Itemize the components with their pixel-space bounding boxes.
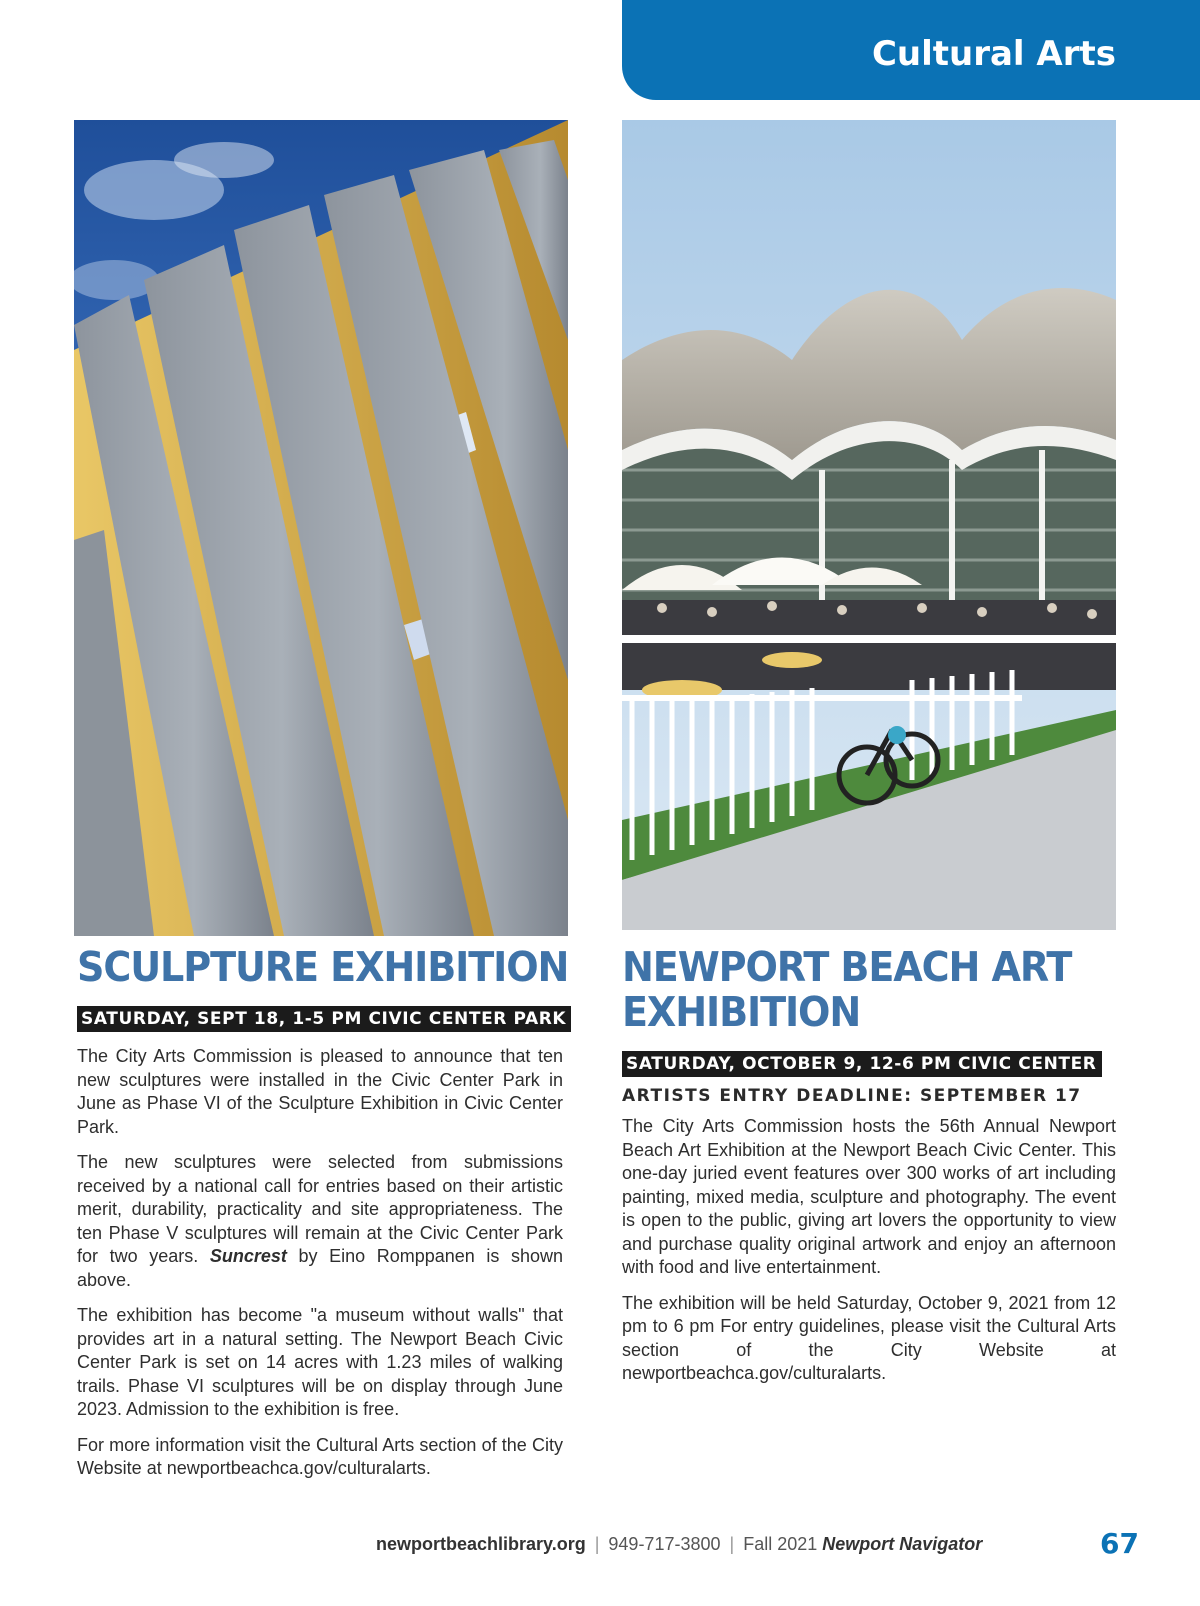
section-title: Cultural Arts	[871, 34, 1116, 74]
sculpture-paragraph-4: For more information visit the Cultural Arts section of the City Website at newportbeachca.gov/culturalarts.	[77, 1434, 563, 1478]
sculpture-paragraph-2-tail: by Eino Romppanen is shown above.	[77, 1246, 563, 1290]
art-exhibition-paragraph-2: The exhibition will be held Saturday, October 9, 2021 from 12 pm to 6 pm For entry guidelines, please visit the Cultural Arts section of the City Website at newportbeachca.gov/culturalarts.	[622, 1292, 1116, 1383]
sculpture-paragraph-2	[77, 1151, 563, 1292]
sculpture-photo	[74, 120, 568, 936]
sculpture-paragraph-1: The City Arts Commission is pleased to announce that ten new sculptures were installed in the Civic Center Park in June as Phase VI of the Sculpture Exhibition in Civic Center Park.	[77, 1046, 563, 1137]
footer-season: Fall 2021	[743, 1534, 818, 1554]
sculpture-paragraph-2-text: The new sculptures were selected from submissions received by a national call for entries based on their artistic merit, durability, practicality and site appropriateness. The ten Phase V sculptures will remain at the Civic Center Park for two years.	[77, 1152, 563, 1266]
footer-magazine-name: Newport Navigator	[822, 1534, 983, 1554]
sculpture-exhibition-article	[77, 943, 569, 1493]
page-number: 67	[1100, 1527, 1139, 1560]
artists-entry-deadline: ARTISTS ENTRY DEADLINE: SEPTEMBER 17	[622, 1086, 1082, 1106]
section-header-tab	[622, 0, 1200, 100]
footer-website[interactable]: newportbeachlibrary.org	[376, 1534, 586, 1554]
art-exhibition-heading	[622, 945, 1081, 1035]
art-exhibition-heading-line1: NEWPORT BEACH ART	[622, 943, 1072, 991]
sculpture-heading: SCULPTURE EXHIBITION	[77, 943, 569, 991]
footer-separator: |	[729, 1534, 735, 1554]
art-exhibition-date-bar: SATURDAY, OCTOBER 9, 12-6 PM CIVIC CENTER	[622, 1051, 1102, 1077]
sculpture-title-italic: Suncrest	[209, 1246, 287, 1266]
footer-separator: |	[594, 1534, 600, 1554]
civic-center-photo	[622, 120, 1116, 930]
art-exhibition-paragraph-1: The City Arts Commission hosts the 56th Annual Newport Beach Art Exhibition at the Newport Beach Civic Center. This one-day juried event features over 300 works of art including painting, mixed media, sculpture and photography. The event is open to the public, giving art lovers the opportunity to view and purchase quality original artwork and enjoy an afternoon with food and live entertainment.	[622, 1116, 1116, 1277]
page-footer	[376, 1534, 982, 1555]
art-exhibition-heading-line2: EXHIBITION	[622, 988, 861, 1036]
art-exhibition-article	[622, 945, 1116, 1398]
sculpture-date-bar: SATURDAY, SEPT 18, 1-5 PM CIVIC CENTER PARK	[77, 1006, 571, 1032]
sculpture-paragraph-3: The exhibition has become "a museum without walls" that provides art in a natural setting. The Newport Beach Civic Center Park is set on 14 acres with 1.23 miles of walking trails. Phase VI sculptures will be on display through June 2023. Admission to the exhibition is free.	[77, 1305, 563, 1419]
footer-phone: 949-717-3800	[608, 1534, 721, 1554]
